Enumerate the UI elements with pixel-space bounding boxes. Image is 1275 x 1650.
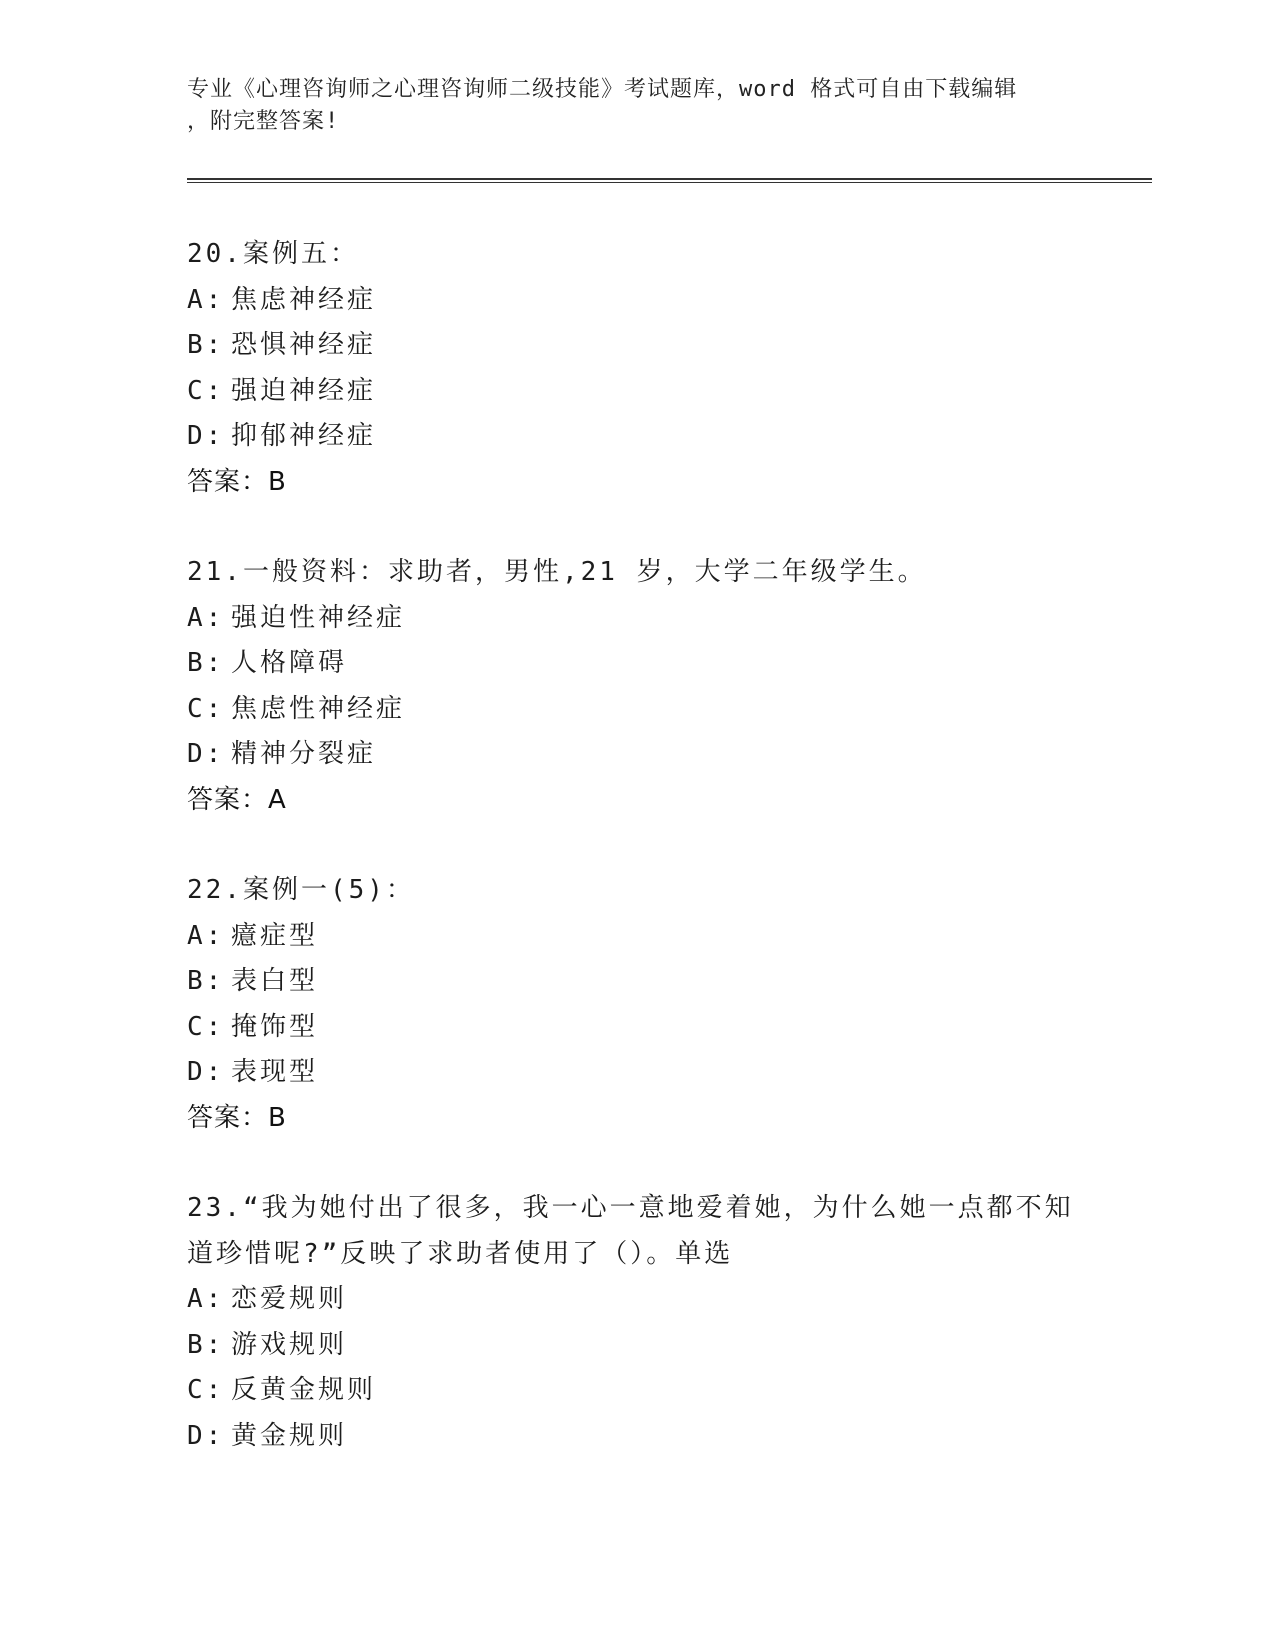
question-21 <box>187 550 1087 823</box>
option-c <box>187 687 1087 733</box>
option-a <box>187 1277 1087 1323</box>
option-c <box>187 1368 1087 1414</box>
document-header <box>187 74 1067 138</box>
option-letter: D: <box>187 421 225 451</box>
option-text: 强迫性神经症 <box>231 602 406 633</box>
question-stem: 22.案例一(5)： <box>187 875 415 905</box>
option-b <box>187 959 1087 1005</box>
option-text: 恐惧神经症 <box>231 330 377 360</box>
option-a <box>187 914 1087 960</box>
option-text: 黄金规则 <box>231 1420 348 1451</box>
option-c <box>187 369 1087 415</box>
option-letter: D: <box>187 1057 225 1087</box>
option-letter: B: <box>187 330 225 360</box>
question-23 <box>187 1186 1087 1459</box>
option-letter: D: <box>187 739 225 769</box>
option-b <box>187 323 1087 369</box>
option-letter: B: <box>187 1329 225 1360</box>
option-a <box>187 278 1087 324</box>
option-text: 人格障碍 <box>231 648 348 678</box>
question-22 <box>187 868 1087 1141</box>
option-letter: A: <box>187 602 225 633</box>
option-letter: A: <box>187 920 225 951</box>
question-20 <box>187 232 1087 505</box>
option-d <box>187 1414 1087 1460</box>
header-divider <box>187 178 1152 183</box>
answer-line: 答案：B <box>187 1102 287 1133</box>
option-text: 恋爱规则 <box>231 1284 348 1314</box>
option-c <box>187 1005 1087 1051</box>
option-letter: B: <box>187 966 225 996</box>
option-text: 表现型 <box>231 1057 319 1087</box>
option-d <box>187 732 1087 778</box>
header-line-2: ，附完整答案! <box>187 109 340 134</box>
option-a <box>187 596 1087 642</box>
option-text: 游戏规则 <box>231 1329 348 1360</box>
option-text: 掩饰型 <box>231 1011 319 1042</box>
question-stem: 21.一般资料：求助者，男性,21 岁，大学二年级学生。 <box>187 557 927 587</box>
option-letter: D: <box>187 1420 225 1451</box>
question-stem-line-2: 道珍惜呢?”反映了求助者使用了（）。单选 <box>187 1238 734 1269</box>
header-line-1: 专业《心理咨询师之心理咨询师二级技能》考试题库，word 格式可自由下载编辑 <box>187 77 1018 102</box>
option-letter: A: <box>187 284 225 315</box>
answer-line: 答案：B <box>187 466 287 497</box>
option-letter: C: <box>187 1011 225 1042</box>
option-text: 反黄金规则 <box>231 1375 377 1405</box>
option-b <box>187 641 1087 687</box>
option-text: 抑郁神经症 <box>231 421 377 451</box>
option-text: 表白型 <box>231 966 319 996</box>
answer-line: 答案：A <box>187 784 287 815</box>
option-text: 强迫神经症 <box>231 375 377 406</box>
option-letter: B: <box>187 648 225 678</box>
question-stem: 20.案例五： <box>187 239 359 269</box>
option-text: 焦虑性神经症 <box>231 693 406 724</box>
question-stem-line-1: 23.“我为她付出了很多，我一心一意地爱着她，为什么她一点都不知 <box>187 1193 1074 1223</box>
option-letter: A: <box>187 1284 225 1314</box>
option-letter: C: <box>187 693 225 724</box>
option-d <box>187 1050 1087 1096</box>
option-text: 焦虑神经症 <box>231 284 377 315</box>
option-b <box>187 1323 1087 1369</box>
option-d <box>187 414 1087 460</box>
option-text: 精神分裂症 <box>231 739 377 769</box>
option-text: 癔症型 <box>231 920 319 951</box>
option-letter: C: <box>187 1375 225 1405</box>
option-letter: C: <box>187 375 225 406</box>
